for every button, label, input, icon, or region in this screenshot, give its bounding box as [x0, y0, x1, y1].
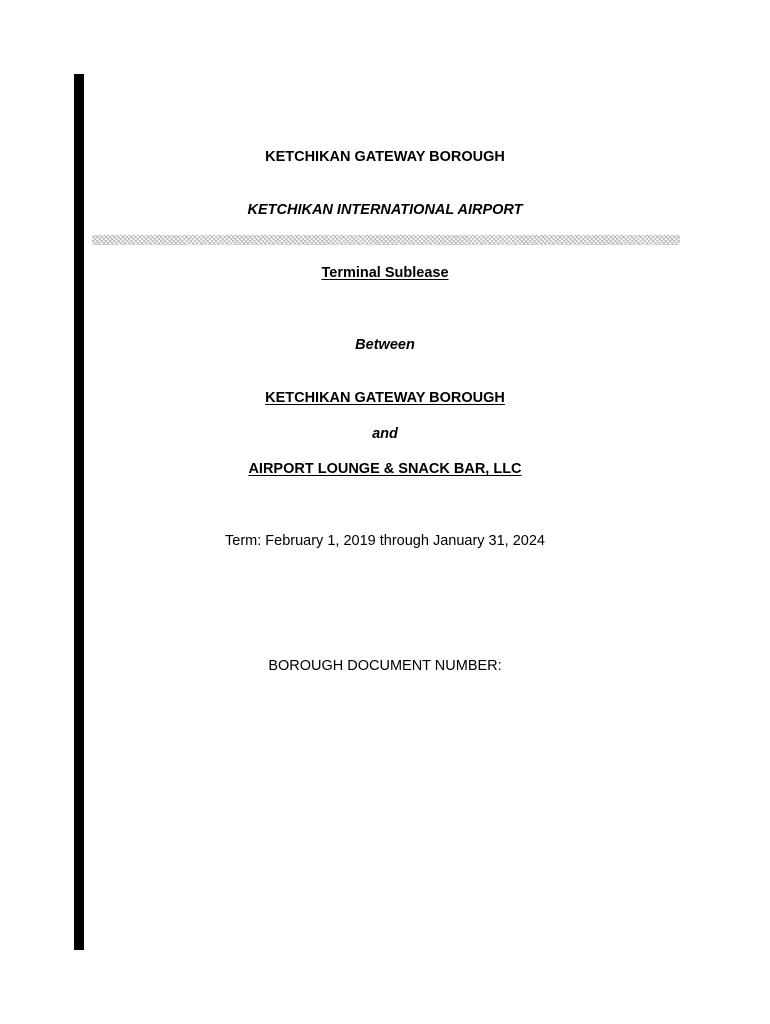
term-dates: Term: February 1, 2019 through January 31, 2024 — [225, 533, 545, 549]
party-two: AIRPORT LOUNGE & SNACK BAR, LLC — [248, 461, 522, 477]
between-label: Between — [355, 337, 415, 353]
party-one: KETCHIKAN GATEWAY BOROUGH — [265, 390, 505, 406]
heading-organization: KETCHIKAN GATEWAY BOROUGH — [265, 149, 505, 165]
document-type-title: Terminal Sublease — [321, 265, 449, 281]
heading-facility: KETCHIKAN INTERNATIONAL AIRPORT — [247, 202, 523, 218]
hatched-divider — [92, 235, 680, 245]
and-label: and — [372, 426, 398, 442]
document-number-label: BOROUGH DOCUMENT NUMBER: — [268, 658, 502, 674]
